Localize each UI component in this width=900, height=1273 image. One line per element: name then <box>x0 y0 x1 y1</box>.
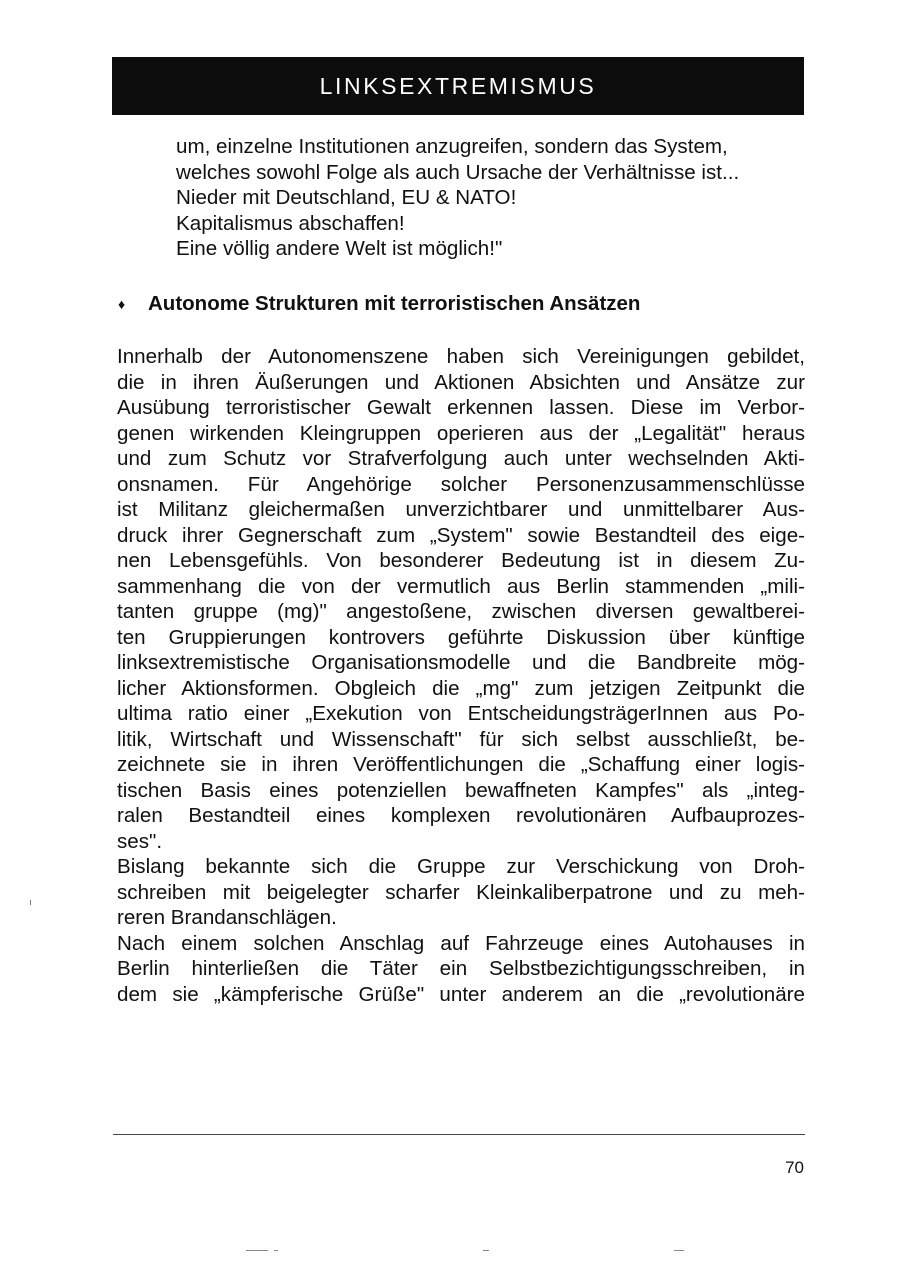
body-line: Bislang bekannte sich die Gruppe zur Verschickung von Droh- <box>117 855 805 878</box>
body-line: und zum Schutz vor Strafverfolgung auch unter wechselnden Akti- <box>117 447 805 470</box>
body-line: litik, Wirtschaft und Wissenschaft" für sich selbst ausschließt, be- <box>117 727 805 751</box>
body-text <box>117 344 805 1007</box>
body-line: onsnamen. Für Angehörige solcher Personenzusammenschlüsse <box>117 472 805 496</box>
scan-artifact <box>674 1250 684 1251</box>
quote-line: Kapitalismus abschaffen! <box>176 211 405 235</box>
body-line: reren Brandanschlägen. <box>117 906 337 929</box>
body-line: Ausübung terroristischer Gewalt erkennen lassen. Diese im Verbor- <box>117 396 805 419</box>
body-line: Nach einem solchen Anschlag auf Fahrzeuge eines Autohauses in <box>117 931 805 955</box>
body-line: schreiben mit beigelegter scharfer Kleinkaliberpatrone und zu meh- <box>117 880 805 904</box>
quote-line: um, einzelne Institutionen anzugreifen, sondern das System, <box>176 135 728 158</box>
diamond-bullet-icon: ♦ <box>118 296 126 312</box>
scan-artifact <box>483 1250 489 1251</box>
scan-artifact <box>274 1250 278 1251</box>
body-line: druck ihrer Gegnerschaft zum „System" sowie Bestandteil des eige- <box>117 523 805 547</box>
body-line: nen Lebensgefühls. Von besonderer Bedeutung ist in diesem Zu- <box>117 549 805 572</box>
quote-block <box>176 134 806 262</box>
section-heading <box>116 292 806 316</box>
body-line: die in ihren Äußerungen und Aktionen Absichten und Ansätze zur <box>117 370 805 394</box>
body-line: ralen Bestandteil eines komplexen revolutionären Aufbauprozes- <box>117 804 805 827</box>
page-number: 70 <box>785 1158 804 1177</box>
quote-line: Nieder mit Deutschland, EU & NATO! <box>176 186 517 209</box>
scan-artifact <box>30 900 31 905</box>
body-line: ses". <box>117 829 163 853</box>
section-heading-text: Autonome Strukturen mit terroristischen Ansätzen <box>148 292 641 315</box>
quote-line: welches sowohl Folge als auch Ursache der Verhältnisse ist... <box>176 160 740 184</box>
body-line: genen wirkenden Kleingruppen operieren aus der „Legalität" heraus <box>117 421 805 445</box>
body-line: zeichnete sie in ihren Veröffentlichungen die „Schaffung einer logis- <box>117 753 805 776</box>
chapter-title: LINKSEXTREMISMUS <box>319 72 597 99</box>
footnote-divider <box>113 1134 805 1135</box>
body-line: tanten gruppe (mg)" angestoßene, zwischen diversen gewaltberei- <box>117 600 805 623</box>
body-line: ist Militanz gleichermaßen unverzichtbarer und unmittelbarer Aus- <box>117 498 805 521</box>
body-line: tischen Basis eines potenziellen bewaffneten Kampfes" als „integ- <box>117 778 805 802</box>
quote-line: Eine völlig andere Welt ist möglich!" <box>176 237 503 260</box>
body-line: dem sie „kämpferische Grüße" unter anderem an die „revolutionäre <box>117 982 805 1006</box>
body-line: sammenhang die von der vermutlich aus Berlin stammenden „mili- <box>117 574 805 598</box>
body-line: ultima ratio einer „Exekution von EntscheidungsträgerInnen aus Po- <box>117 702 805 725</box>
body-line: Innerhalb der Autonomenszene haben sich Vereinigungen gebildet, <box>117 345 805 368</box>
body-line: linksextremistische Organisationsmodelle und die Bandbreite mög- <box>117 651 805 674</box>
chapter-header-bar <box>112 57 804 115</box>
body-line: licher Aktionsformen. Obgleich die „mg" zum jetzigen Zeitpunkt die <box>117 676 805 700</box>
scan-artifact <box>246 1250 268 1251</box>
body-line: ten Gruppierungen kontrovers geführte Diskussion über künftige <box>117 625 805 649</box>
body-line: Berlin hinterließen die Täter ein Selbstbezichtigungsschreiben, in <box>117 957 805 980</box>
